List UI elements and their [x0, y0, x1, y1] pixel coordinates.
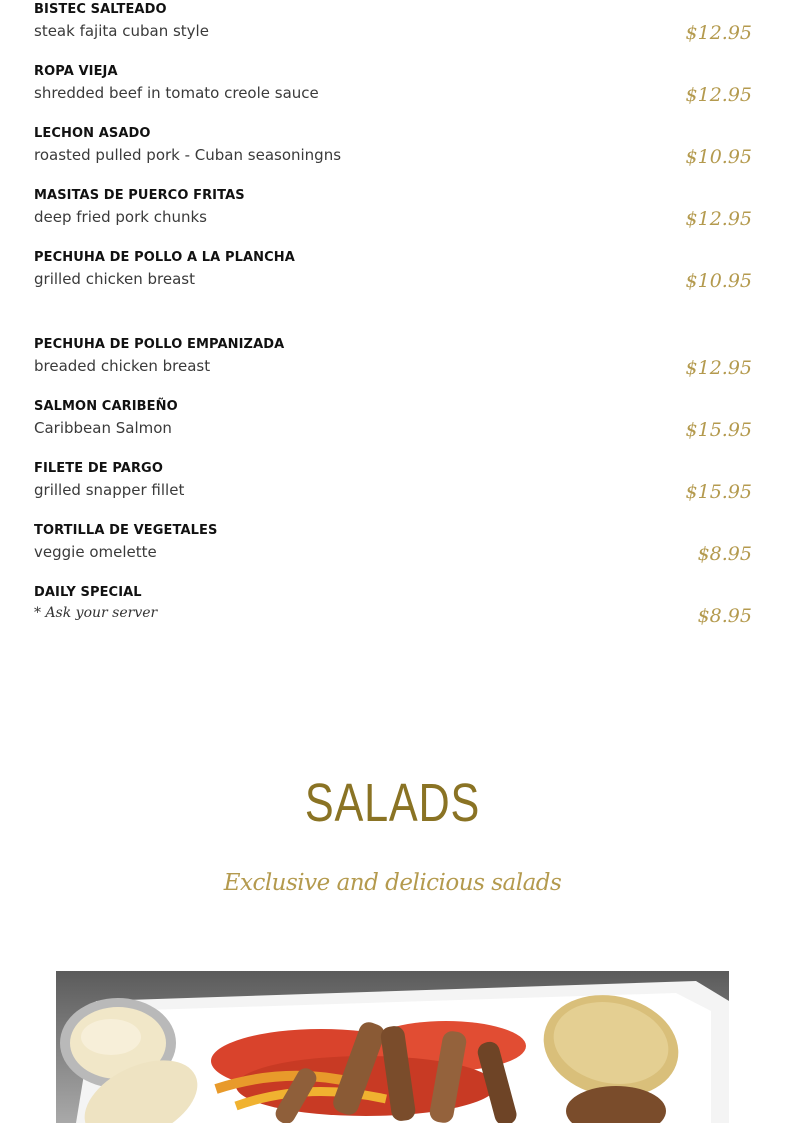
- salad-photo: [56, 971, 729, 1123]
- item-description: deep fried pork chunks: [34, 208, 207, 226]
- menu-list: [34, 0, 752, 645]
- item-description: * Ask your server: [34, 605, 158, 621]
- item-name: TORTILLA DE VEGETALES: [34, 523, 218, 538]
- item-name: ROPA VIEJA: [34, 64, 118, 79]
- menu-item: [34, 583, 752, 645]
- item-name: FILETE DE PARGO: [34, 461, 163, 476]
- item-price: $10.95: [685, 146, 752, 168]
- item-price: $15.95: [685, 481, 752, 503]
- menu-item: [34, 335, 752, 397]
- item-description: veggie omelette: [34, 543, 157, 561]
- item-name: MASITAS DE PUERCO FRITAS: [34, 188, 245, 203]
- menu-item: [34, 248, 752, 310]
- item-description: breaded chicken breast: [34, 357, 211, 375]
- salad-photo-illustration: [56, 971, 729, 1123]
- item-description: steak fajita cuban style: [34, 22, 209, 40]
- menu-item: [34, 62, 752, 124]
- item-price: $8.95: [697, 543, 752, 565]
- item-description: shredded beef in tomato creole sauce: [34, 84, 319, 102]
- item-name: SALMON CARIBEÑO: [34, 399, 178, 414]
- item-name: DAILY SPECIAL: [34, 585, 142, 600]
- item-price: $12.95: [685, 84, 752, 106]
- item-price: $12.95: [685, 357, 752, 379]
- item-name: PECHUHA DE POLLO EMPANIZADA: [34, 337, 285, 352]
- item-price: $12.95: [685, 22, 752, 44]
- menu-item: [34, 186, 752, 248]
- item-description: grilled chicken breast: [34, 270, 196, 288]
- item-name: BISTEC SALTEADO: [34, 2, 167, 17]
- item-description: roasted pulled pork - Cuban seasoningns: [34, 146, 342, 164]
- menu-item: [34, 521, 752, 583]
- item-price: $15.95: [685, 419, 752, 441]
- item-name: LECHON ASADO: [34, 126, 151, 141]
- item-price: $10.95: [685, 270, 752, 292]
- menu-item: [34, 397, 752, 459]
- item-description: Caribbean Salmon: [34, 419, 172, 437]
- menu-item: [34, 0, 752, 62]
- item-description: grilled snapper fillet: [34, 481, 185, 499]
- item-price: $8.95: [697, 605, 752, 627]
- salads-subtitle: Exclusive and delicious salads: [223, 870, 562, 896]
- menu-item: [34, 459, 752, 521]
- salads-title: SALADS: [304, 773, 481, 833]
- item-price: $12.95: [685, 208, 752, 230]
- menu-item: [34, 124, 752, 186]
- item-name: PECHUHA DE POLLO A LA PLANCHA: [34, 250, 295, 265]
